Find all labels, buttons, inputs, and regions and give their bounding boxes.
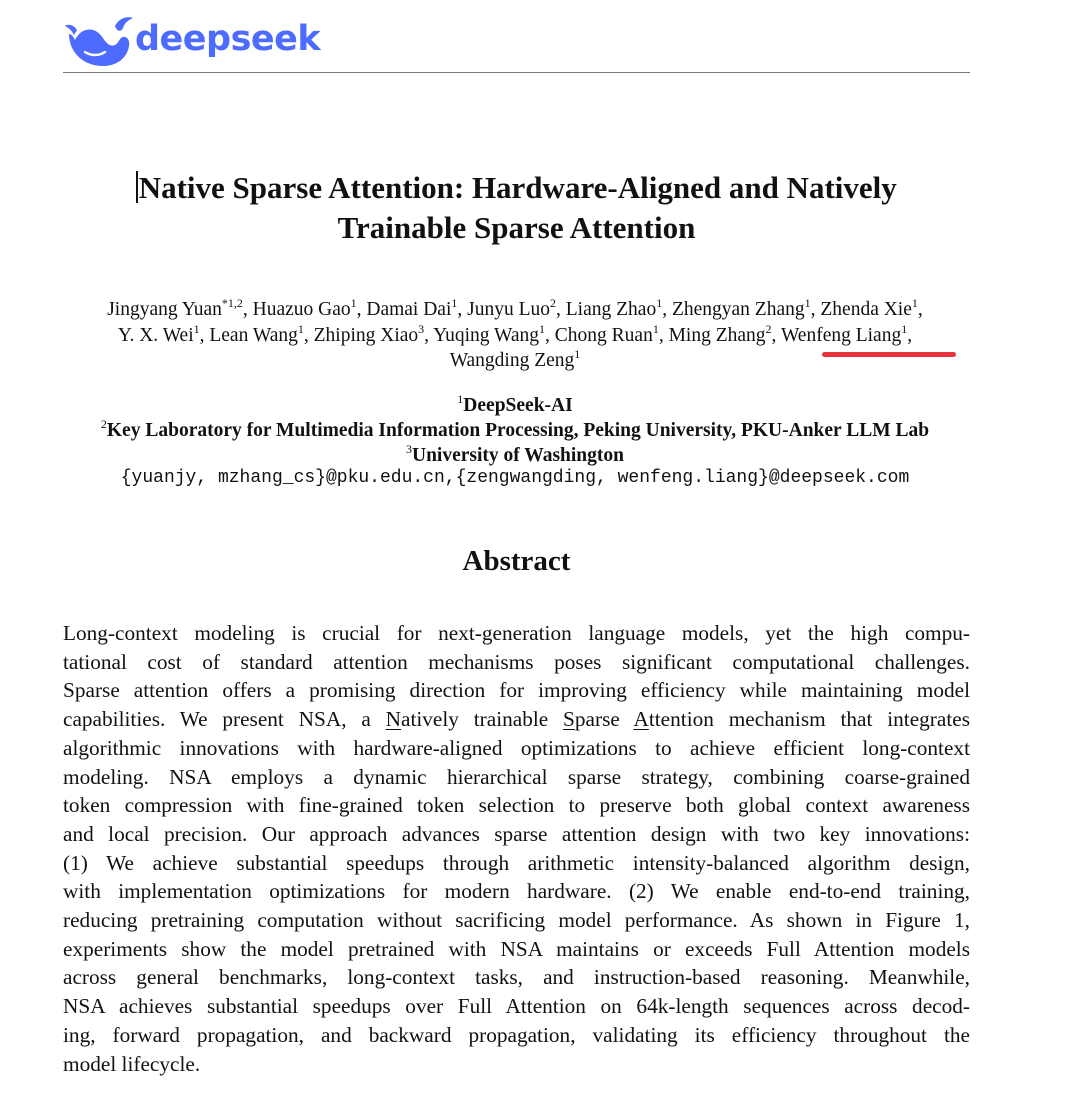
whale-icon xyxy=(63,12,135,72)
affiliation: $^1$DeepSeek-AI xyxy=(457,392,573,416)
abstract-line: NSA achieves substantial speedups over Full Attention on 64k-length sequences across decod- xyxy=(63,994,970,1019)
affiliation: $^2$Key Laboratory for Multimedia Information Processing, Peking University, PKU-Anker LLM Lab xyxy=(100,417,930,441)
abstract-line: model lifecycle. xyxy=(63,1051,201,1076)
abstract-line: experiments show the model pretrained with NSA maintains or exceeds Full Attention models xyxy=(63,936,970,961)
author: Y. X. Wei$^1$, xyxy=(117,321,210,346)
abstract-body xyxy=(63,619,970,1078)
abstract-line: (1) We achieve substantial speedups through arithmetic intensity-balanced algorithm design, xyxy=(63,850,970,875)
author-line-2 xyxy=(45,321,985,350)
author: Liang Zhao$^1$, xyxy=(565,296,672,320)
abstract-line: Long-context modeling is crucial for next-generation language models, yet the high compu- xyxy=(63,621,970,645)
abstract-line: and local precision. Our approach advances sparse attention design with two key innovations: xyxy=(63,821,970,846)
author: Lean Wang$^1$, xyxy=(209,321,314,346)
deepseek-logo xyxy=(63,12,320,72)
abstract-line: modeling. NSA employs a dynamic hierarchical sparse strategy, combining coarse-grained xyxy=(63,764,970,789)
author: Yuqing Wang$^1$, xyxy=(433,321,555,346)
abstract-line: reducing pretraining computation without sacrificing model performance. As shown in Figure 1, xyxy=(63,908,970,933)
abstract-heading: Abstract xyxy=(462,545,571,577)
abstract-line-nsa-definition: capabilities. We present NSA, a Natively trainable Sparse Attention mechanism that integrates xyxy=(63,707,970,732)
author: Junyu Luo$^2$, xyxy=(467,296,566,320)
author-line-1 xyxy=(45,298,985,324)
author: Zhenda Xie$^1$, xyxy=(820,296,923,320)
paper-title xyxy=(63,168,970,248)
title-line-1: Native Sparse Attention: Hardware-Aligned and Natively xyxy=(63,168,970,208)
header xyxy=(63,8,970,74)
author-emails: {yuanjy, mzhang_cs}@pku.edu.cn,{zengwangding, wenfeng.liang}@deepseek.com xyxy=(120,468,910,488)
abstract-line: token compression with fine-grained token selection to preserve both global context awareness xyxy=(63,793,970,818)
abstract-line: with implementation optimizations for modern hardware. (2) We enable end-to-end training, xyxy=(63,879,970,904)
author: Jingyang Yuan$^{*1,2}$, xyxy=(107,296,253,320)
abstract-line: tational cost of standard attention mechanisms poses significant computational challenges. xyxy=(63,649,970,674)
abstract-line: Sparse attention offers a promising direction for improving efficiency while maintaining model xyxy=(63,678,970,703)
title-line-2: Trainable Sparse Attention xyxy=(337,210,696,245)
author: Wangding Zeng$^1$ xyxy=(449,347,581,371)
header-divider xyxy=(63,72,970,73)
abstract-line: across general benchmarks, long-context tasks, and instruction-based reasoning. Meanwhile, xyxy=(63,965,970,990)
text-cursor xyxy=(136,171,138,203)
logo-text: deepseek xyxy=(135,19,321,59)
affiliations xyxy=(45,394,985,469)
red-highlight-underline xyxy=(822,352,956,357)
author: Ming Zhang$^2$, xyxy=(668,321,781,346)
author: Chong Ruan$^1$, xyxy=(554,321,669,346)
author-list xyxy=(45,298,985,375)
author: Damai Dai$^1$, xyxy=(366,296,468,320)
abstract-line: ing, forward propagation, and backward propagation, validating its efficiency throughout the xyxy=(63,1022,970,1047)
abstract-line: algorithmic innovations with hardware-aligned optimizations to achieve efficient long-context xyxy=(63,735,970,760)
author: Zhiping Xiao$^3$, xyxy=(313,321,434,346)
author-highlighted: Wenfeng Liang$^1$, xyxy=(780,321,913,346)
author: Huazuo Gao$^1$, xyxy=(252,296,367,320)
author: Zhengyan Zhang$^1$, xyxy=(671,296,821,320)
affiliation: $^3$University of Washington xyxy=(405,442,624,466)
